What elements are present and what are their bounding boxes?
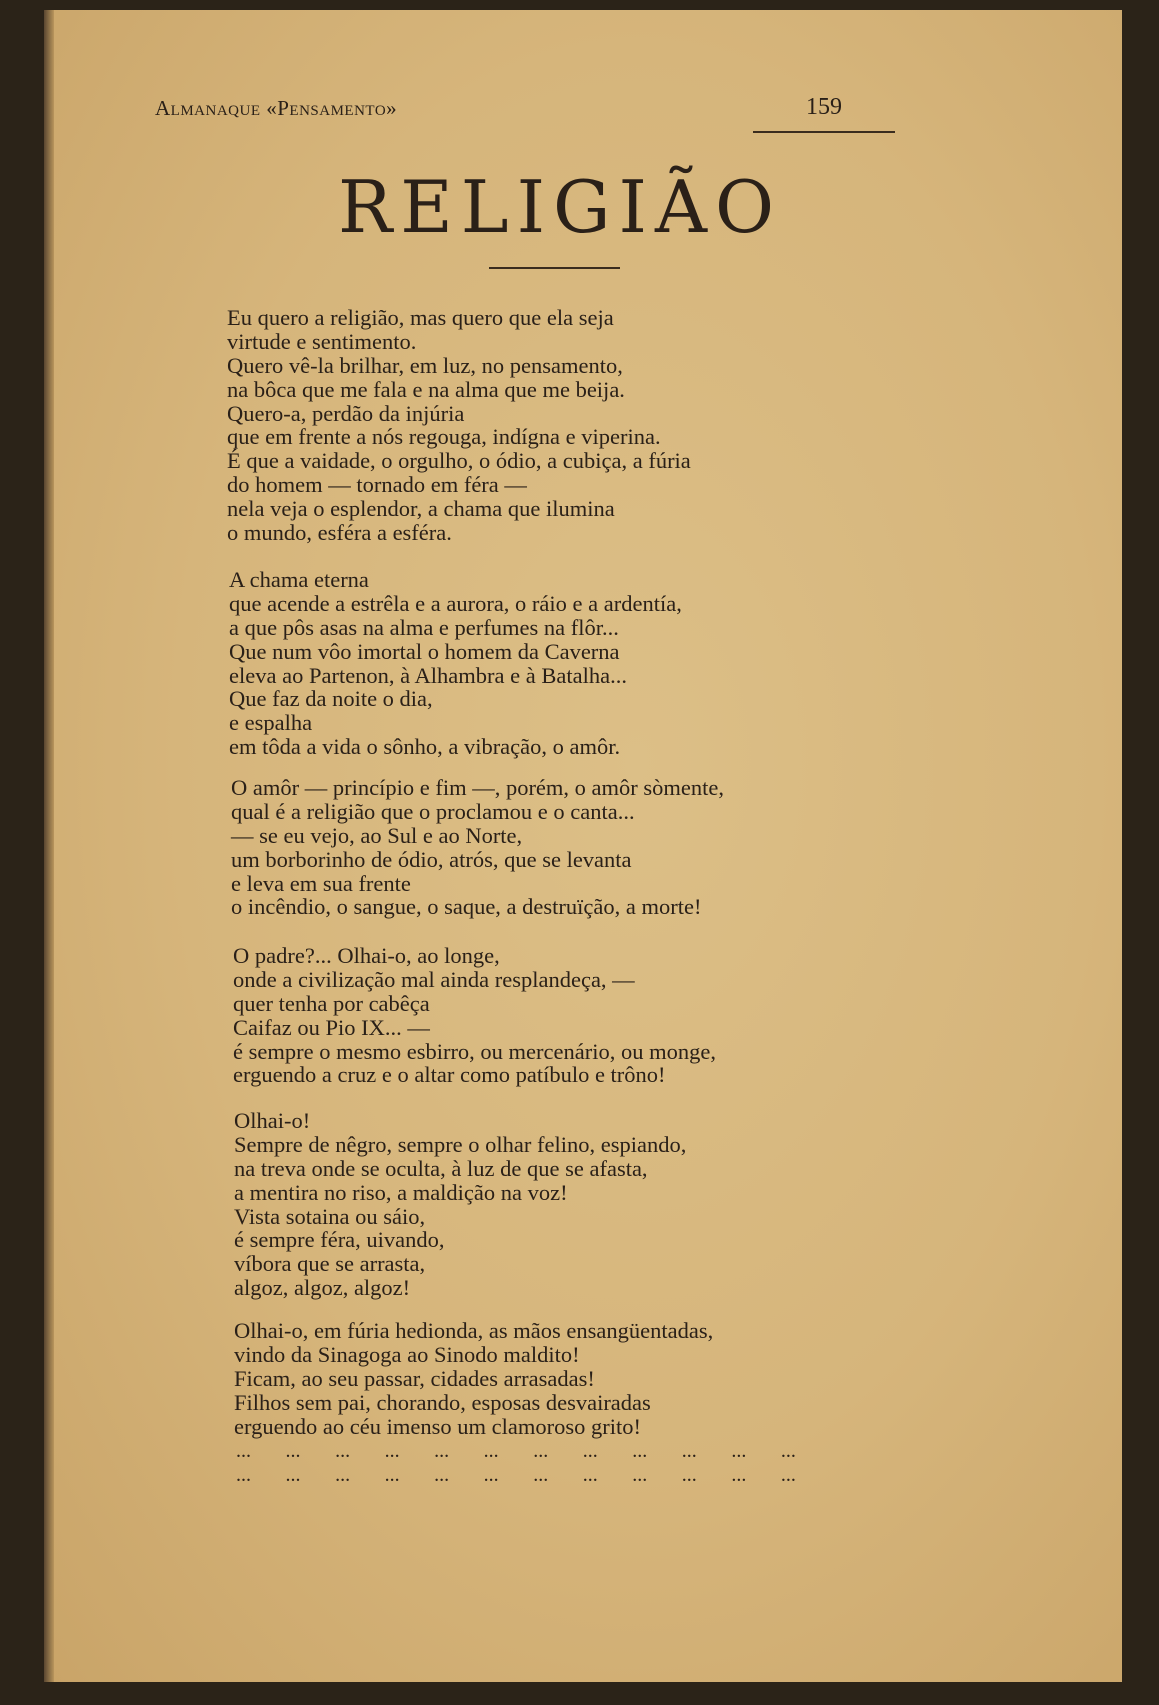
poem-line: erguendo ao céu imenso um clamoroso grito! [234, 1413, 641, 1439]
poem-line: Quero-a, perdão da injúria [227, 400, 465, 426]
poem-line: é sempre féra, uivando, [234, 1227, 445, 1253]
poem-line: virtude e sentimento. [227, 328, 417, 354]
poem-line: que acende a estrêla e a aurora, o ráio e a ardentía, [229, 590, 682, 616]
poem-line: o mundo, esféra a esféra. [227, 520, 452, 546]
ellipsis: ... [335, 1440, 351, 1462]
ellipsis-lines [236, 1440, 796, 1488]
poem-line: Ficam, ao seu passar, cidades arrasadas! [234, 1365, 595, 1391]
poem-line: — se eu vejo, ao Sul e ao Norte, [231, 822, 523, 848]
ellipsis: ... [681, 1464, 697, 1486]
ellipsis: ... [483, 1440, 499, 1462]
stanza [233, 944, 716, 1087]
ellipsis: ... [582, 1464, 598, 1486]
poem-line: Que faz da noite o dia, [229, 686, 433, 712]
poem-line: e leva em sua frente [231, 870, 411, 896]
ellipsis: ... [236, 1440, 251, 1462]
poem-line: O amôr — princípio e fim —, porém, o amôr sòmente, [231, 775, 725, 800]
ellipsis: ... [285, 1464, 301, 1486]
poem-line: vindo da Sinagoga ao Sinodo maldito! [234, 1341, 580, 1367]
ellipsis: ... [731, 1440, 747, 1462]
ellipsis: ... [483, 1464, 499, 1486]
ellipsis: ... [681, 1440, 697, 1462]
ellipsis: ... [632, 1464, 648, 1486]
stanza [234, 1109, 686, 1300]
poem-line: em tôda a vida o sônho, a vibração, o amôr. [229, 734, 621, 760]
ellipsis: ... [236, 1464, 251, 1486]
stanza [234, 1319, 713, 1438]
poem-line: É que a vaidade, o orgulho, o ódio, a cubiça, a fúria [227, 448, 691, 474]
poem-line: do homem — tornado em féra — [227, 472, 527, 498]
poem-line: erguendo a cruz e o altar como patíbulo e trôno! [233, 1062, 666, 1088]
poem-line: que em frente a nós regouga, indígna e viperina. [227, 424, 661, 450]
poem-line: Olhai-o, em fúria hedionda, as mãos ensangüentadas, [234, 1318, 714, 1343]
stanza [231, 776, 724, 919]
ellipsis: ... [285, 1440, 301, 1462]
poem-line: a que pôs asas na alma e perfumes na flôr... [229, 614, 619, 640]
poem-line: O padre?... Olhai-o, ao longe, [233, 943, 500, 968]
ellipsis: ... [632, 1440, 648, 1462]
poem-line: na bôca que me fala e na alma que me beija. [227, 376, 625, 402]
poem-line: onde a civilização mal ainda resplandeça, — [233, 966, 635, 992]
poem-line: a mentira no riso, a maldição na voz! [234, 1179, 568, 1205]
poem-title: RELIGIÃO [337, 165, 782, 249]
header-rule [753, 131, 895, 133]
poem-line: víbora que se arrasta, [234, 1251, 426, 1277]
poem-line: eleva ao Partenon, à Alhambra e à Batalha... [229, 662, 627, 688]
poem-line: o incêndio, o sangue, o saque, a destruïção, a morte! [231, 894, 702, 920]
poem-line: Que num vôo imortal o homem da Caverna [229, 638, 620, 664]
ellipsis: ... [384, 1464, 400, 1486]
ellipsis: ... [434, 1440, 450, 1462]
ellipsis: ... [335, 1464, 351, 1486]
ellipsis: ... [780, 1440, 796, 1462]
running-title: Almanaque «Pensamento» [155, 96, 398, 120]
poem-line: Filhos sem pai, chorando, esposas desvairadas [234, 1389, 651, 1415]
poem-line: na treva onde se oculta, à luz de que se afasta, [234, 1155, 648, 1181]
poem-line: Olhai-o! [234, 1108, 311, 1133]
poem-line: quer tenha por cabêça [233, 990, 430, 1016]
ellipsis: ... [582, 1440, 598, 1462]
ellipsis: ... [533, 1464, 549, 1486]
page-number: 159 [806, 94, 842, 120]
poem-line: nela veja o esplendor, a chama que ilumina [227, 496, 615, 522]
poem-line: Quero vê-la brilhar, em luz, no pensamento, [227, 352, 623, 378]
ellipsis: ... [533, 1440, 549, 1462]
ellipsis: ... [780, 1464, 796, 1486]
title-rule [489, 267, 620, 269]
ellipsis: ... [384, 1440, 400, 1462]
poem-line: A chama eterna [229, 567, 369, 592]
ellipsis-row [236, 1440, 796, 1464]
poem-line: é sempre o mesmo esbirro, ou mercenário, ou monge, [233, 1038, 716, 1064]
stanza [227, 306, 691, 545]
ellipsis: ... [434, 1464, 450, 1486]
poem-line: e espalha [229, 710, 313, 736]
poem-line: qual é a religião que o proclamou e o canta... [231, 798, 635, 824]
ellipsis-row [236, 1464, 796, 1488]
poem-line: algoz, algoz, algoz! [234, 1275, 411, 1301]
stanza [229, 568, 682, 759]
poem-line: Eu quero a religião, mas quero que ela seja [227, 305, 614, 330]
ellipsis: ... [731, 1464, 747, 1486]
page-gutter [44, 10, 54, 1682]
poem-line: um borborinho de ódio, atrós, que se levanta [231, 846, 632, 872]
poem-line: Sempre de nêgro, sempre o olhar felino, espiando, [234, 1131, 687, 1157]
poem-line: Caifaz ou Pio IX... — [233, 1014, 430, 1040]
poem-line: Vista sotaina ou sáio, [234, 1203, 426, 1229]
